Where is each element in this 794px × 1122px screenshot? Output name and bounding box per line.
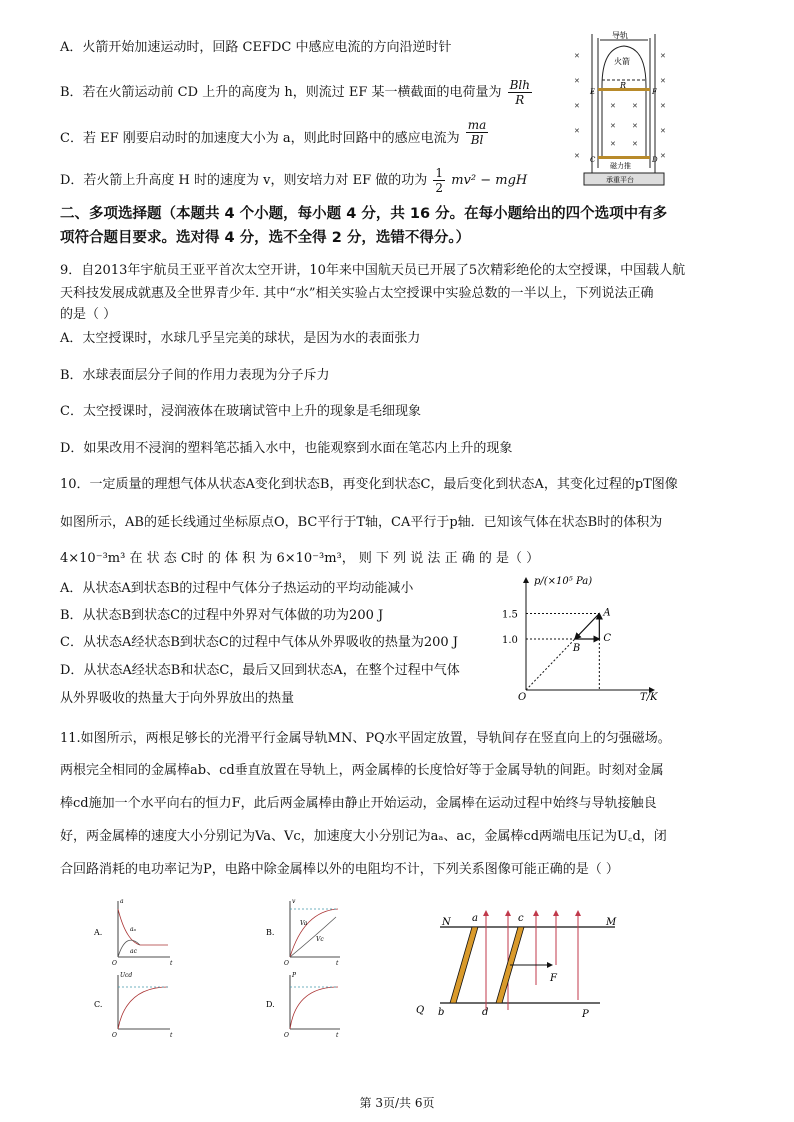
q11-stem-line2: 两根完全相同的金属棒ab、cd垂直放置在导轨上，两金属棒的长度恰好等于金属导轨的间距。时刻对金属: [60, 763, 664, 778]
q8-option-c-text: C．若 EF 刚要启动时的加速度大小为 a，则此时回路中的感应电流为: [60, 131, 460, 146]
graph-a-axis: a: [120, 898, 124, 905]
rocket-label: 火箭: [614, 57, 630, 66]
graph-b-axis: v: [292, 898, 296, 905]
p-axis-label: p/(×10⁵ Pa): [534, 576, 593, 587]
q9-stem-line2: 天科技发展成就惠及全世界青少年. 其中“水”相关实验占太空授课中实验总数的一半以上，下列说法正确: [60, 286, 654, 301]
q11-stem-line5: 合回路消耗的电功率记为P，电路中除金属棒以外的电阻均不计，下列关系图像可能正确的是（ ）: [60, 862, 619, 877]
graph-d-axis: P: [292, 972, 297, 979]
graph-c-origin: O: [112, 1032, 117, 1039]
graph-b-label: B.: [266, 928, 275, 937]
q8-option-a: A．火箭开始加速运动时，回路 CEFDC 中感应电流的方向沿逆时针: [60, 40, 452, 55]
q9-stem-line3: 的是（ ）: [60, 307, 117, 322]
q8-c-denominator: Bl: [470, 133, 484, 147]
rod-cd: [598, 156, 650, 159]
q10-option-a: A．从状态A到状态B的过程中气体分子热运动的平均动能减小: [60, 581, 414, 596]
label-f: F: [652, 88, 657, 96]
q8-b-denominator: R: [515, 93, 525, 107]
segment-a-to-b: [575, 614, 599, 640]
rail-label: 导轨: [612, 31, 628, 40]
point-b-label: B: [572, 643, 581, 654]
q10-option-d-line2: 从外界吸收的热量大于向外界放出的热量: [60, 691, 295, 706]
svg-text:✕: ✕: [574, 102, 580, 110]
q10-option-b: B．从状态B到状态C的过程中外界对气体做的功为200 J: [60, 608, 384, 623]
graph-a-curve-aa: [118, 909, 168, 945]
q8-option-d-fraction: [433, 166, 445, 195]
graph-a-origin: O: [112, 960, 117, 967]
svg-text:✕: ✕: [632, 122, 638, 130]
q10-option-d-line1: D．从状态A经状态B和状态C，最后又回到状态A，在整个过程中气体: [60, 663, 460, 678]
graph-b-t: t: [336, 960, 339, 967]
q9-stem-line1: 9．自2013年宇航员王亚平首次太空开讲，10年来中国航天员已开展了5次精彩绝伦的太空授课，中国载人航: [60, 263, 686, 278]
point-c-label: C: [603, 633, 611, 644]
q8-d-numerator: 1: [435, 166, 444, 180]
svg-text:✕: ✕: [660, 102, 666, 110]
label-c-rod: c: [518, 913, 524, 924]
graph-a-ac: ac: [130, 948, 137, 955]
label-d-rod: d: [482, 1007, 489, 1018]
q9-option-c: C．太空授课时，浸润液体在玻璃试管中上升的现象是毛细现象: [60, 404, 421, 419]
page-footer: 第 3页/共 6页: [359, 1096, 435, 1110]
label-b: b: [438, 1007, 445, 1018]
base-label: 承重平台: [606, 176, 634, 184]
q8-option-d-expression: mv² − mgH: [451, 173, 528, 188]
svg-text:✕: ✕: [632, 140, 638, 148]
graph-b-origin: O: [284, 960, 289, 967]
svg-text:✕: ✕: [660, 52, 666, 60]
section2-title-line1: 二、多项选择题（本题共 4 个小题，每小题 4 分，共 16 分。在每小题给出的四个选项中有多: [60, 206, 668, 222]
graph-a-aa: aₐ: [130, 926, 136, 933]
label-m: M: [606, 917, 617, 928]
graph-d-t: t: [336, 1032, 339, 1039]
y-tick-1-0: 1.0: [502, 635, 518, 646]
launcher-label: 磁力推: [610, 162, 631, 170]
resistor-label: R: [620, 81, 627, 90]
label-n: N: [442, 917, 451, 928]
svg-text:✕: ✕: [574, 127, 580, 135]
q8-option-c: [60, 118, 490, 153]
q10-option-c: C．从状态A经状态B到状态C的过程中气体从外界吸收的热量为200 J: [60, 635, 458, 650]
section2-title-line2: 项符合题目要求。选对得 4 分，选不全得 2 分，选错不得分。）: [60, 230, 471, 246]
label-q: Q: [416, 1005, 425, 1016]
graph-d-label: D.: [266, 1000, 275, 1009]
q11-stem-line3: 棒cd施加一个水平向右的恒力F，此后两金属棒由静止开始运动，金属棒在运动过程中始终与导轨接触良: [60, 796, 657, 811]
graph-d-curve-p: [290, 987, 338, 1029]
svg-text:✕: ✕: [574, 77, 580, 85]
svg-text:✕: ✕: [632, 102, 638, 110]
q8-option-c-fraction: [466, 118, 489, 147]
graph-d-origin: O: [284, 1032, 289, 1039]
svg-text:✕: ✕: [610, 102, 616, 110]
q8-option-b: [60, 78, 534, 107]
y-tick-1-5: 1.5: [502, 609, 518, 621]
q11-option-graphs: [90, 895, 340, 1045]
svg-text:✕: ✕: [574, 152, 580, 160]
point-a-label: A: [603, 607, 611, 619]
q9-option-d: D．如果改用不浸润的塑料笔芯插入水中，也能观察到水面在笔芯内上升的现象: [60, 441, 513, 456]
q8-b-numerator: Blh: [509, 78, 530, 92]
dash-origin-to-b: [526, 639, 575, 690]
q11-rail-figure: [410, 905, 640, 1025]
graph-c-curve-ucd: [118, 987, 168, 1029]
graph-a-label: A.: [94, 928, 103, 937]
graph-b-curve-vc: [290, 917, 336, 957]
q8-d-denominator: 2: [435, 181, 444, 195]
label-a: a: [472, 913, 478, 924]
q8-c-numerator: ma: [467, 118, 487, 132]
graph-b-vc: Vc: [316, 936, 324, 943]
graph-c-axis: Ucd: [120, 972, 133, 979]
graph-c-t: t: [170, 1032, 173, 1039]
label-c: C: [590, 156, 596, 164]
svg-text:✕: ✕: [610, 140, 616, 148]
svg-text:✕: ✕: [660, 152, 666, 160]
graph-c-label: C.: [94, 1000, 103, 1009]
q9-option-a: A．太空授课时，水球几乎呈完美的球状，是因为水的表面张力: [60, 331, 421, 346]
t-axis-label: T/K: [640, 692, 658, 702]
q8-option-b-fraction: [508, 78, 532, 107]
svg-text:✕: ✕: [660, 77, 666, 85]
svg-text:✕: ✕: [660, 127, 666, 135]
label-p: P: [582, 1009, 589, 1020]
q11-stem-line1: 11.如图所示，两根足够长的光滑平行金属导轨MN、PQ水平固定放置，导轨间存在竖直向上的匀强磁场。: [60, 731, 671, 746]
q9-option-b: B．水球表面层分子间的作用力表现为分子斥力: [60, 368, 330, 383]
q8-option-d-text: D．若火箭上升高度 H 时的速度为 v，则安培力对 EF 做的功为: [60, 173, 428, 188]
rod-ab: [450, 927, 478, 1003]
svg-text:✕: ✕: [610, 122, 616, 130]
graph-a-t: t: [170, 960, 173, 967]
q8-rocket-figure: [570, 28, 680, 190]
q8-option-d: [60, 166, 527, 195]
q10-stem-line1: 10．一定质量的理想气体从状态A变化到状态B，再变化到状态C，最后变化到状态A，其变化过程的pT图像: [60, 477, 678, 492]
label-d: D: [652, 156, 658, 164]
graph-b-curve-va: [290, 909, 338, 957]
label-e: E: [590, 88, 596, 96]
q11-stem-line4: 好，两金属棒的速度大小分别记为Va、Vc，加速度大小分别记为aₐ、ac，金属棒cd两端电压记为U꜀d，闭: [60, 829, 667, 844]
svg-text:✕: ✕: [574, 52, 580, 60]
origin-label: O: [518, 692, 527, 702]
label-force-f: F: [550, 973, 557, 984]
q8-option-b-text: B．若在火箭运动前 CD 上升的高度为 h，则流过 EF 某一横截面的电荷量为: [60, 85, 502, 100]
q10-stem-line2: 如图所示，AB的延长线通过坐标原点O，BC平行于T轴，CA平行于p轴．已知该气体在状态B时的体积为: [60, 515, 663, 530]
q10-pt-chart: [500, 572, 660, 702]
q10-stem-line3: 4×10⁻³m³ 在 状 态 C时 的 体 积 为 6×10⁻³m³， 则 下 列 说 法 正 确 的 是（ ）: [60, 551, 540, 566]
graph-b-va: Va: [300, 920, 308, 927]
